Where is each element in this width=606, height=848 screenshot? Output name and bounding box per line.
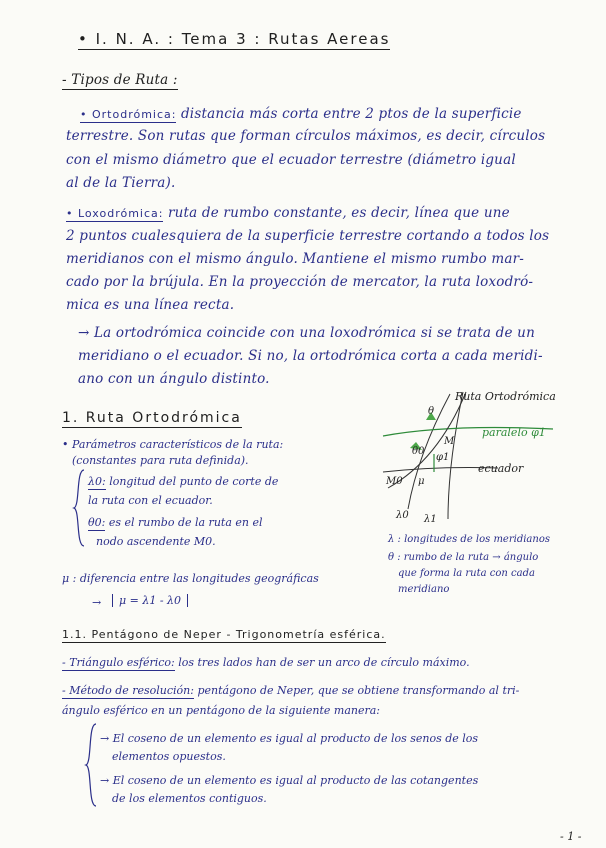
loxodromica-line-2: 2 puntos cualesquiera de la superficie terrestre cortando a todos los: [66, 228, 550, 244]
theta0-line-1: θ0: es el rumbo de la ruta en el: [88, 516, 263, 529]
lambda0-line-1: λ0: longitud del punto de corte de: [88, 475, 279, 488]
note-line-3: ano con un ángulo distinto.: [78, 371, 270, 387]
note-line-2: meridiano o el ecuador. Si no, la ortodrómica corta a cada meridi-: [78, 348, 543, 364]
mu-formula: μ = λ1 - λ0: [112, 594, 188, 607]
diagram-lambda1-label: λ1: [424, 514, 437, 525]
tipos-heading: - Tipos de Ruta :: [62, 72, 178, 88]
rules-brace: [84, 722, 100, 808]
diagram-m0-label: M0: [386, 476, 403, 487]
params-line-2: (constantes para ruta definida).: [72, 454, 249, 467]
ruta-orto-heading: 1. Ruta Ortodrómica: [62, 410, 242, 426]
params-line-1: • Parámetros característicos de la ruta:: [62, 438, 284, 451]
ortodromica-line-3: con el mismo diámetro que el ecuador terrestre (diámetro igual: [66, 152, 516, 168]
loxodromica-line-4: cado por la brújula. En la proyección de mercator, la ruta loxodró-: [66, 274, 534, 290]
diagram-route-label: Ruta Ortodrómica: [455, 390, 556, 403]
diagram-lambda0-label: λ0: [396, 510, 409, 521]
theta0-line-2: nodo ascendente M0.: [96, 535, 216, 548]
rule-1-line-1: → El coseno de un elemento es igual al producto de los senos de los: [100, 732, 479, 745]
rule-2-line-2: de los elementos contiguos.: [112, 792, 267, 805]
mu-definition: μ : diferencia entre las longitudes geográficas: [62, 572, 319, 585]
params-brace: [72, 468, 88, 548]
diagram-mu-label: μ: [418, 476, 425, 487]
lambda0-line-2: la ruta con el ecuador.: [88, 494, 213, 507]
ortodromica-line-1: • Ortodrómica: distancia más corta entre 2 ptos de la superficie: [80, 106, 522, 122]
loxodromica-line-1: • Loxodrómica: ruta de rumbo constante, es decir, línea que une: [66, 205, 510, 221]
diagram-theta-label: θ: [428, 406, 435, 417]
diagram-m-label: M: [444, 436, 455, 447]
triangulo-line: - Triángulo esférico: los tres lados han de ser un arco de círculo máximo.: [62, 656, 470, 669]
diagram-legend-1: λ : longitudes de los meridianos: [388, 534, 550, 545]
diagram-legend-3: que forma la ruta con cada: [398, 568, 535, 579]
diagram-legend-4: meridiano: [398, 584, 450, 595]
pentagono-heading: 1.1. Pentágono de Neper - Trigonometría esférica.: [62, 628, 386, 641]
page-title: • I. N. A. : Tema 3 : Rutas Aereas: [78, 30, 391, 48]
loxodromica-line-3: meridianos con el mismo ángulo. Mantiene el mismo rumbo mar-: [66, 251, 525, 267]
loxodromica-line-5: mica es una línea recta.: [66, 297, 235, 313]
ortodromica-line-4: al de la Tierra).: [66, 175, 176, 191]
ortodromica-line-2: terrestre. Son rutas que forman círculos máximos, es decir, círculos: [66, 128, 546, 144]
orthodromic-diagram: [378, 384, 598, 534]
diagram-legend-2: θ : rumbo de la ruta → ángulo: [388, 552, 539, 563]
diagram-theta0-label: θ0: [412, 446, 425, 457]
diagram-parallel-label: paralelo φ1: [482, 426, 546, 439]
diagram-equator-label: ecuador: [478, 462, 524, 475]
diagram-phi1-label: φ1: [436, 452, 450, 463]
metodo-line-2: ángulo esférico en un pentágono de la siguiente manera:: [62, 704, 380, 717]
metodo-line-1: - Método de resolución: pentágono de Neper, que se obtiene transformando al tri-: [62, 684, 520, 697]
rule-1-line-2: elementos opuestos.: [112, 750, 226, 763]
mu-formula-arrow: →: [92, 596, 102, 609]
note-line-1: → La ortodrómica coincide con una loxodrómica si se trata de un: [78, 325, 535, 341]
rule-2-line-1: → El coseno de un elemento es igual al producto de las cotangentes: [100, 774, 479, 787]
page-number: - 1 -: [560, 830, 582, 843]
